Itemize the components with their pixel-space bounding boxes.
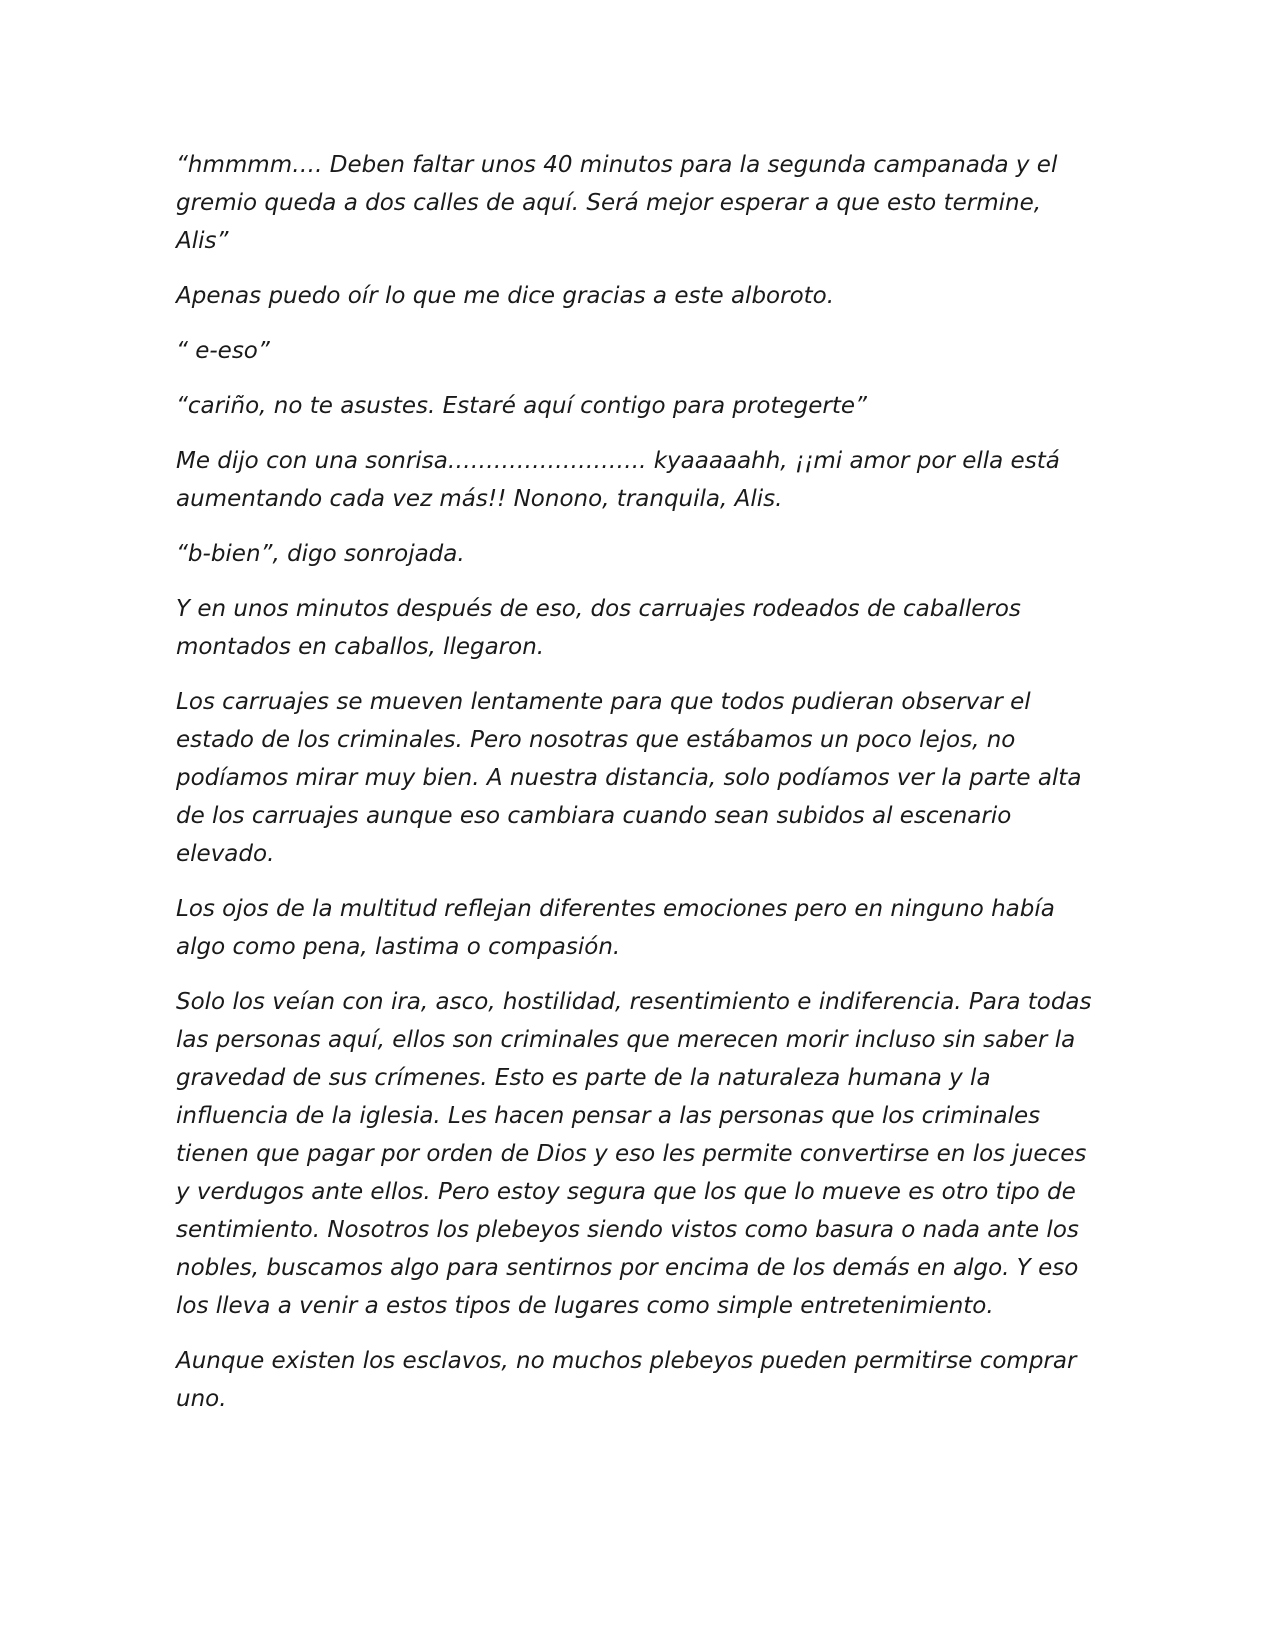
paragraph: Solo los veían con ira, asco, hostilidad, resentimiento e indiferencia. Para todas las personas aquí, ellos son criminales que merecen morir incluso sin saber la gravedad de sus crímenes. Esto es parte de la naturaleza humana y la influencia de la iglesia. Les hacen pensar a las personas que los criminales tienen que pagar por orden de Dios y eso les permite convertirse en los jueces y verdugos ante ellos. Pero estoy segura que los que lo mueve es otro tipo de sentimiento. Nosotros los plebeyos siendo vistos como basura o nada ante los nobles, buscamos algo para sentirnos por encima de los demás en algo. Y eso los lleva a venir a estos tipos de lugares como simple entretenimiento. bbox=[176, 989, 1092, 1319]
paragraph: “hmmmm…. Deben faltar unos 40 minutos para la segunda campanada y el gremio queda a dos calles de aquí. Será mejor esperar a que esto termine, Alis” bbox=[176, 152, 1058, 254]
paragraph: “ e-eso” bbox=[176, 338, 270, 364]
paragraph: “cariño, no te asustes. Estaré aquí contigo para protegerte” bbox=[176, 393, 867, 419]
paragraph: Los carruajes se mueven lentamente para que todos pudieran observar el estado de los criminales. Pero nosotras que estábamos un poco lejos, no podíamos mirar muy bien. A nuestra distancia, solo podíamos ver la parte alta de los carruajes aunque eso cambiara cuando sean subidos al escenario elevado. bbox=[176, 689, 1082, 867]
paragraph: Aunque existen los esclavos, no muchos plebeyos pueden permitirse comprar uno. bbox=[176, 1348, 1077, 1412]
paragraph: Apenas puedo oír lo que me dice gracias a este alboroto. bbox=[176, 283, 835, 309]
paragraph: Y en unos minutos después de eso, dos carruajes rodeados de caballeros montados en caballos, llegaron. bbox=[176, 596, 1021, 660]
document-text-body bbox=[176, 146, 1096, 1435]
paragraph: Me dijo con una sonrisa…………………….. kyaaaaahh, ¡¡mi amor por ella está aumentando cada vez más!! Nonono, tranquila, Alis. bbox=[176, 448, 1060, 512]
paragraph: Los ojos de la multitud reflejan diferentes emociones pero en ninguno había algo como pena, lastima o compasión. bbox=[176, 896, 1055, 960]
paragraph: “b-bien”, digo sonrojada. bbox=[176, 541, 465, 567]
